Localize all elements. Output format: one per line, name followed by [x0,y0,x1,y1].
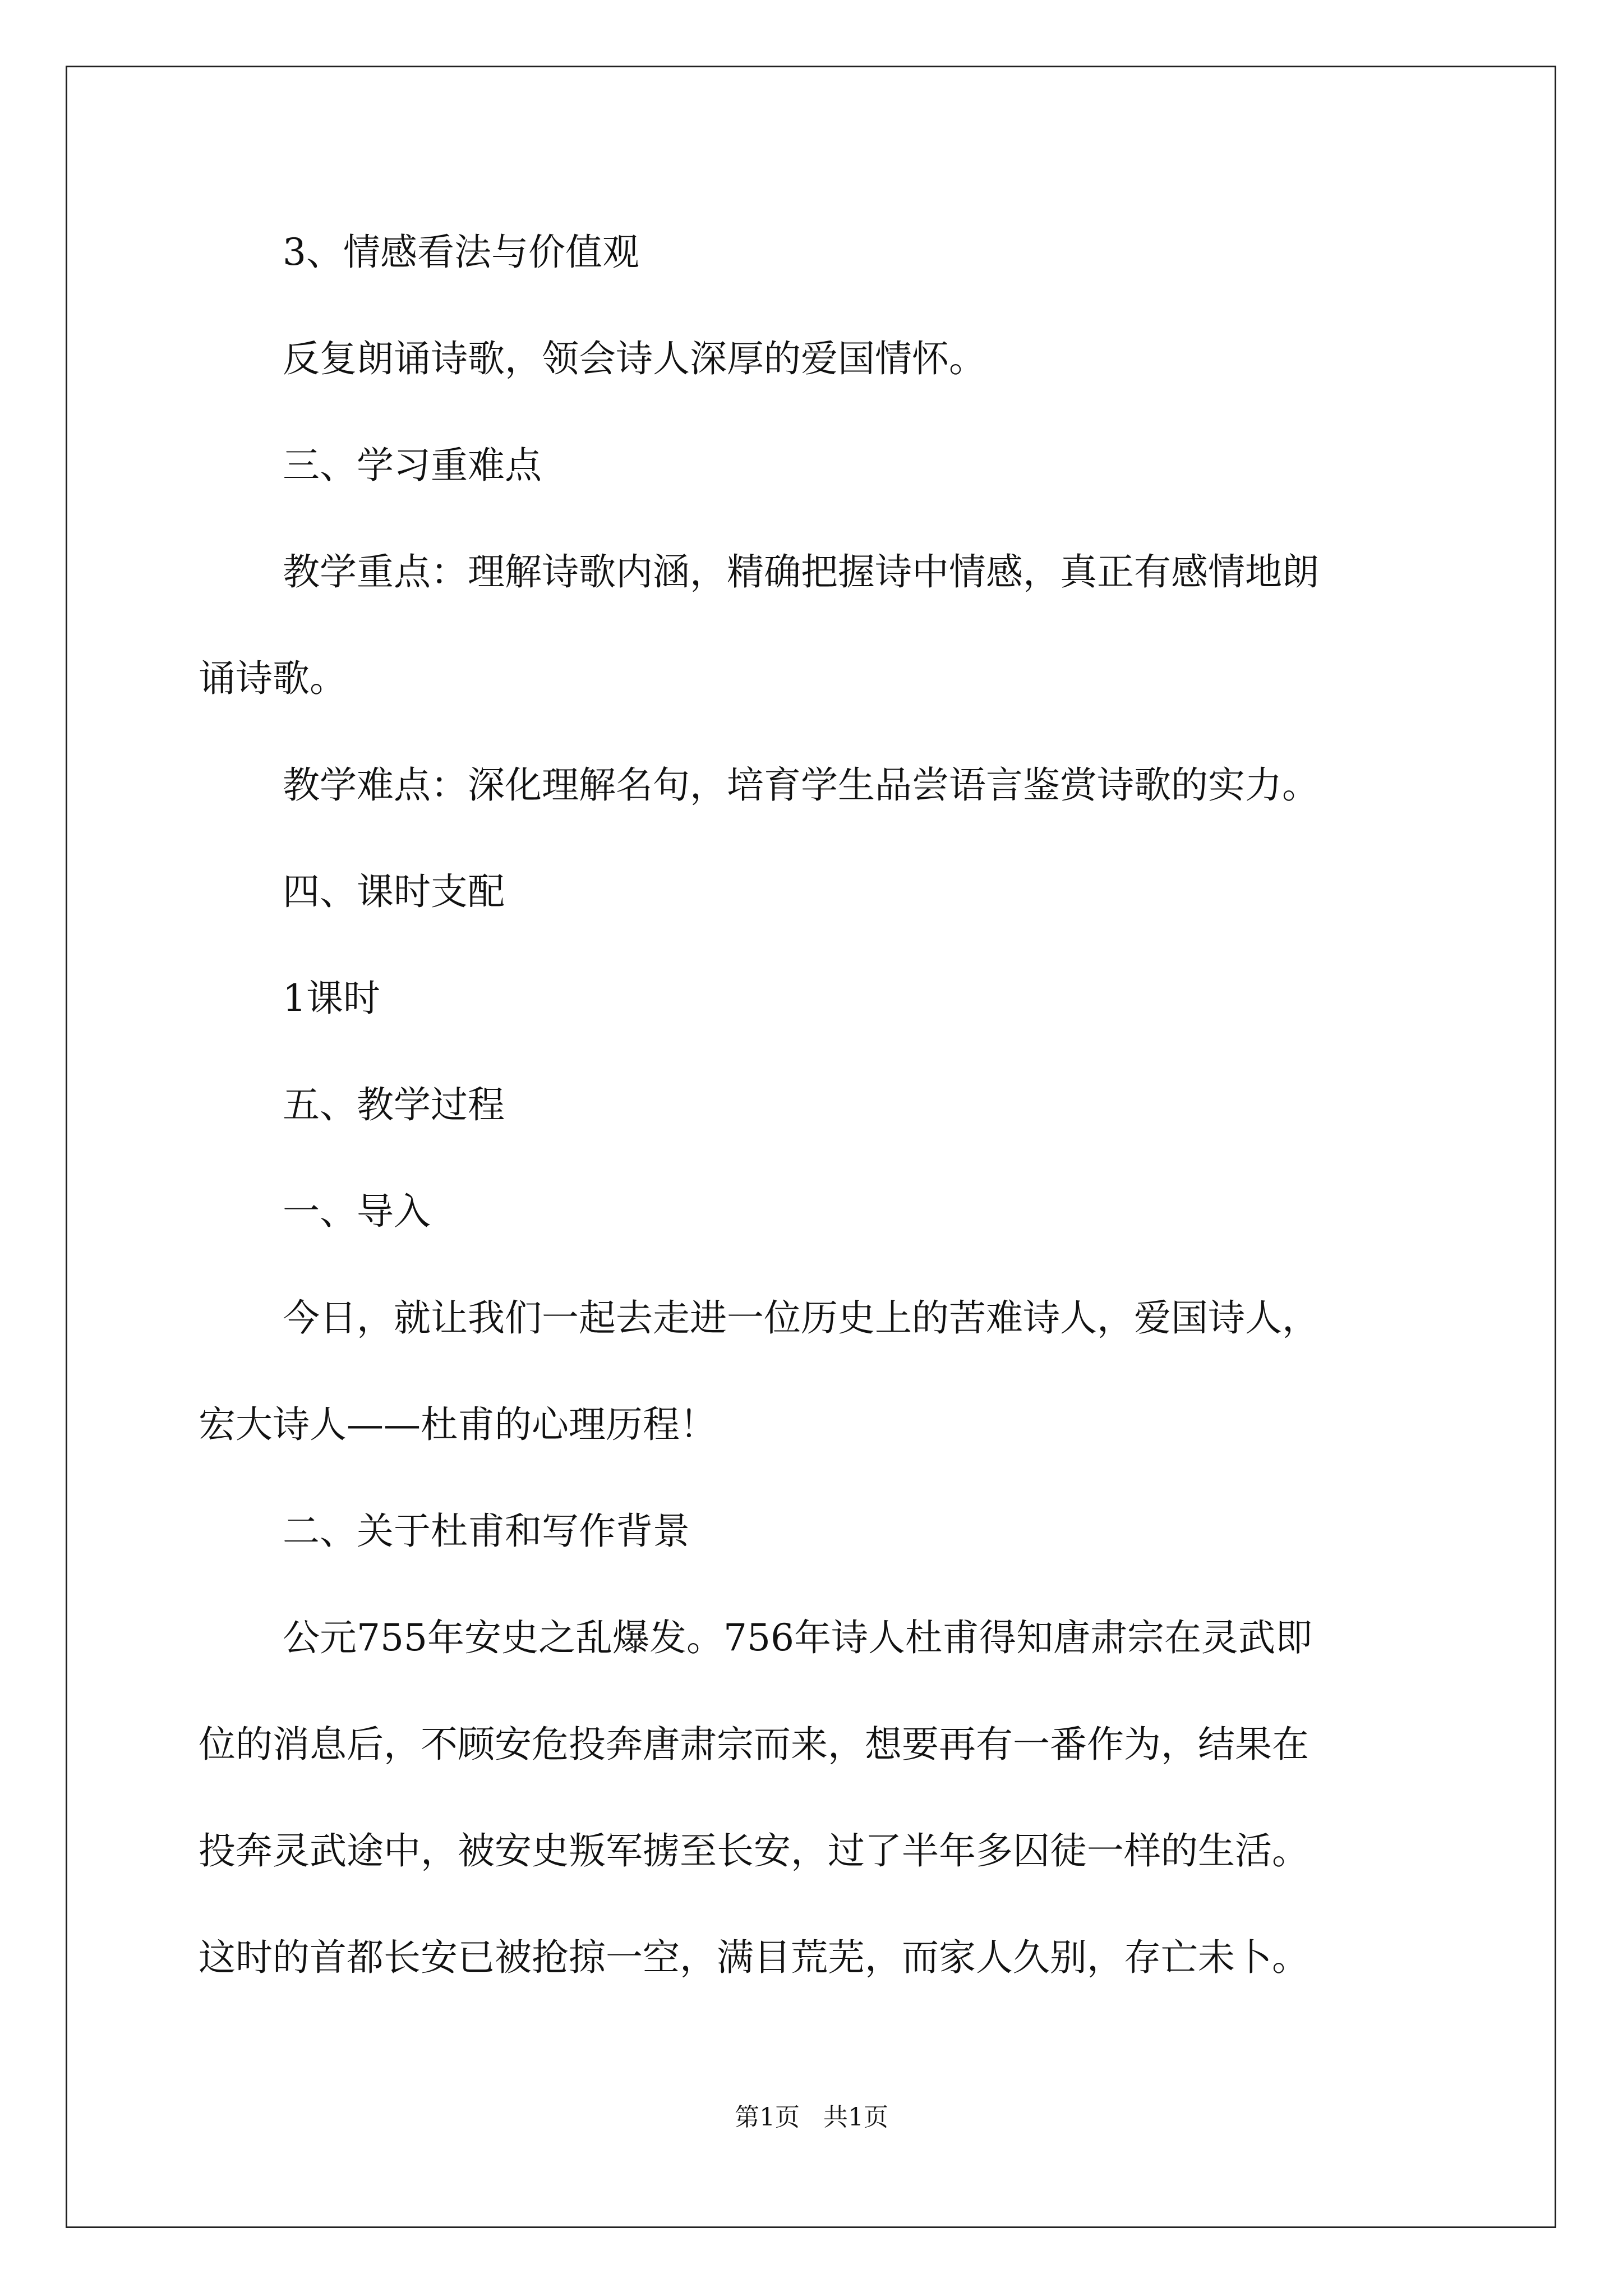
paragraph-background-line-1: 公元755年安史之乱爆发。756年诗人杜甫得知唐肃宗在灵武即 [283,1616,1312,1659]
paragraph-introduction: 今日，就让我们一起去走进一位历史上的苦难诗人，爱国诗人， [283,1296,1319,1340]
paragraph-background-line-2: 位的消息后，不顾安危投奔唐肃宗而来，想要再有一番作为，结果在 [199,1723,1309,1766]
paragraph-background-line-4: 这时的首都长安已被抢掠一空，满目荒芜，而家人久别，存亡未卜。 [199,1936,1309,1979]
paragraph-introduction-cont: 宏大诗人——杜甫的心理历程！ [199,1403,717,1446]
paragraph-heading-du-fu-background: 二、关于杜甫和写作背景 [283,1510,690,1553]
paragraph-heading-introduction: 一、导入 [283,1190,431,1233]
page-number-footer: 第1页 共1页 [735,2103,888,2132]
paragraph-teaching-focus-cont: 诵诗歌。 [199,657,347,700]
paragraph-teaching-difficulty: 教学难点：深化理解名句，培育学生品尝语言鉴赏诗歌的实力。 [283,763,1319,807]
paragraph-heading-teaching-process: 五、教学过程 [283,1083,505,1126]
paragraph-heading-key-points: 三、学习重难点 [283,444,542,487]
paragraph-class-hours: 1课时 [283,977,380,1020]
paragraph-heading-class-hours: 四、课时支配 [283,870,505,913]
paragraph-teaching-focus: 教学重点：理解诗歌内涵，精确把握诗中情感，真正有感情地朗 [283,550,1319,593]
paragraph-heading-emotion-values: 3、情感看法与价值观 [283,231,639,274]
paragraph-background-line-3: 投奔灵武途中，被安史叛军掳至长安，过了半年多囚徒一样的生活。 [199,1829,1309,1872]
paragraph-recite-poem: 反复朗诵诗歌，领会诗人深厚的爱国情怀。 [283,337,986,380]
